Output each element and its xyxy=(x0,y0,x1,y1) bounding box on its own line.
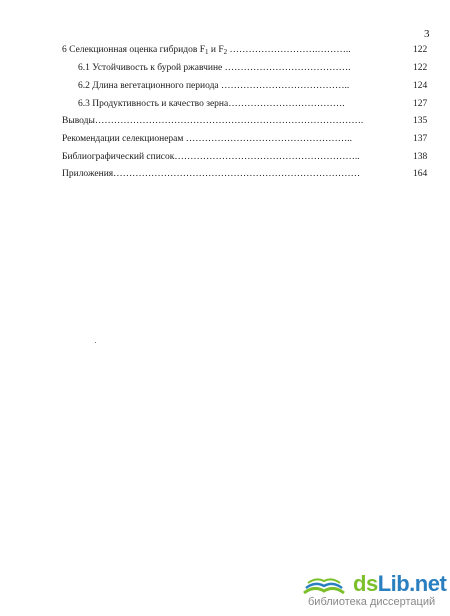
toc-entry-6 xyxy=(0,43,450,57)
toc-entry-label: Рекомендации селекционерам …………………………………………….. xyxy=(62,134,353,144)
dslib-books-icon xyxy=(302,574,346,598)
scan-speck xyxy=(95,342,96,343)
dslib-tagline: библиотека диссертаций xyxy=(308,596,436,608)
toc-entry-conclusions xyxy=(0,114,450,128)
toc-entry-bibliography xyxy=(0,150,450,164)
toc-entry-label: 6 Селекционная оценка гибридов $F_1$ и $F_2$ ……………………….……….. xyxy=(62,45,351,56)
toc-entry-label: 6.1 Устойчивость к бурой ржавчине …………………………………. xyxy=(78,63,351,73)
page-number: 3 xyxy=(424,28,430,40)
toc-entry-recommendations xyxy=(0,132,450,146)
toc-entry-label: Выводы…………………………………………………………………………. xyxy=(62,116,364,126)
toc-entry-page: 164 xyxy=(413,169,428,179)
toc-entry-page: 138 xyxy=(413,152,428,162)
toc-entry-page: 122 xyxy=(413,63,428,73)
toc-entry-page: 137 xyxy=(413,134,428,144)
toc-entry-page: 124 xyxy=(413,81,428,91)
toc-entry-appendices xyxy=(0,167,450,181)
toc-entry-label: Приложения…………………………………………………………………… xyxy=(62,169,361,179)
dslib-logo: dsLib.net xyxy=(353,571,447,596)
toc-entry-page: 122 xyxy=(413,45,428,55)
toc-entry-page: 127 xyxy=(413,99,428,109)
toc-entry-6-1 xyxy=(0,61,450,75)
toc-entry-page: 135 xyxy=(413,116,428,126)
toc-entry-label: Библиографический список………………………………………………….. xyxy=(62,152,360,162)
toc-entry-6-2 xyxy=(0,79,450,93)
dslib-watermark[interactable] xyxy=(295,571,445,611)
toc-entry-6-3 xyxy=(0,97,450,111)
toc-entry-label: 6.3 Продуктивность и качество зерна………………………………. xyxy=(78,99,345,109)
toc-entry-label: 6.2 Длина вегетационного периода ………………………………….. xyxy=(78,81,350,91)
